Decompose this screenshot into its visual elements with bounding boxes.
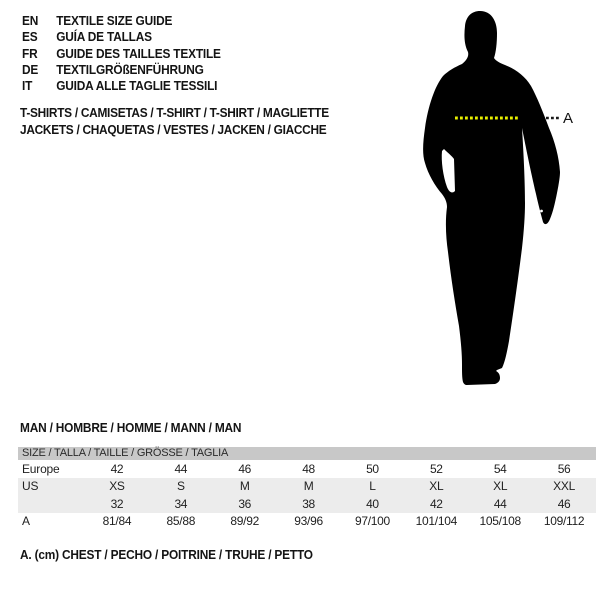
table-cell: XXL [553,479,575,494]
language-row [22,29,221,45]
language-code: DE [22,62,39,77]
table-cell: XS [109,479,125,494]
language-row [22,78,221,94]
table-cell: 101/104 [415,514,457,529]
garment-categories [20,105,345,138]
language-label: GUIDA ALLE TAGLIE TESSILI [56,79,218,94]
table-cell: 32 [110,496,124,511]
language-row [22,46,221,62]
language-label: GUÍA DE TALLAS [56,30,152,45]
measurement-footnote: A. (cm) CHEST / PECHO / POITRINE / TRUHE / PETTO [20,548,313,562]
table-cell: 42 [110,461,124,476]
language-code: EN [22,14,39,28]
language-code: ES [22,30,38,45]
table-cell: 46 [557,496,571,511]
table-cell: 42 [429,496,443,511]
table-cell: XL [493,479,508,494]
table-cell: 89/92 [230,514,259,529]
language-label: TEXTILE SIZE GUIDE [56,14,173,28]
language-row [22,62,221,78]
man-silhouette-shape [423,11,560,385]
table-cell: L [369,479,376,494]
language-guide [22,13,231,94]
table-cell: XL [429,479,444,494]
table-cell: 97/100 [354,514,390,529]
section-title: MAN / HOMBRE / HOMME / MANN / MAN [20,421,242,435]
man-silhouette [400,0,600,400]
table-cell: 36 [238,496,252,511]
table-cell: 54 [493,461,507,476]
table-cell: S [176,479,185,494]
table-cell: 105/108 [479,514,521,529]
thumb-notch [540,210,543,213]
table-cell: 50 [366,461,379,476]
table-cell: 48 [302,461,315,476]
language-code: IT [22,79,33,94]
table-cell: 109/112 [543,514,585,529]
table-cell: 44 [174,461,188,476]
table-cell: 40 [366,496,379,511]
row-label: US [22,479,39,494]
size-table-header: SIZE / TALLA / TAILLE / GRÖSSE / TAGLIA [18,447,596,460]
category-jackets: JACKETS / CHAQUETAS / VESTES / JACKEN / GIACCHE [20,122,327,137]
table-cell: 38 [302,496,315,511]
table-row-numeric [18,495,596,513]
table-row-us [18,478,596,496]
size-table [18,447,596,530]
measure-label-a: A [563,110,574,127]
row-label: Europe [22,461,60,476]
table-cell: M [239,479,250,494]
table-cell: 44 [493,496,507,511]
language-label: GUIDE DES TAILLES TEXTILE [56,46,221,61]
table-cell: 93/96 [294,514,323,529]
table-cell: 81/84 [102,514,132,529]
table-row-europe [18,460,596,478]
category-tshirts: T-SHIRTS / CAMISETAS / T-SHIRT / T-SHIRT / MAGLIETTE [20,106,329,120]
table-cell: 56 [557,461,571,476]
language-row [22,13,221,29]
table-row-chest [18,513,596,531]
table-cell: 46 [238,461,252,476]
table-cell: 34 [174,496,188,511]
table-cell: 85/88 [166,514,196,529]
table-cell: M [303,479,314,494]
row-label: A [22,514,30,529]
table-cell: 52 [429,461,443,476]
language-label: TEXTILGRÖßENFÜHRUNG [56,62,204,77]
language-code: FR [22,46,38,61]
